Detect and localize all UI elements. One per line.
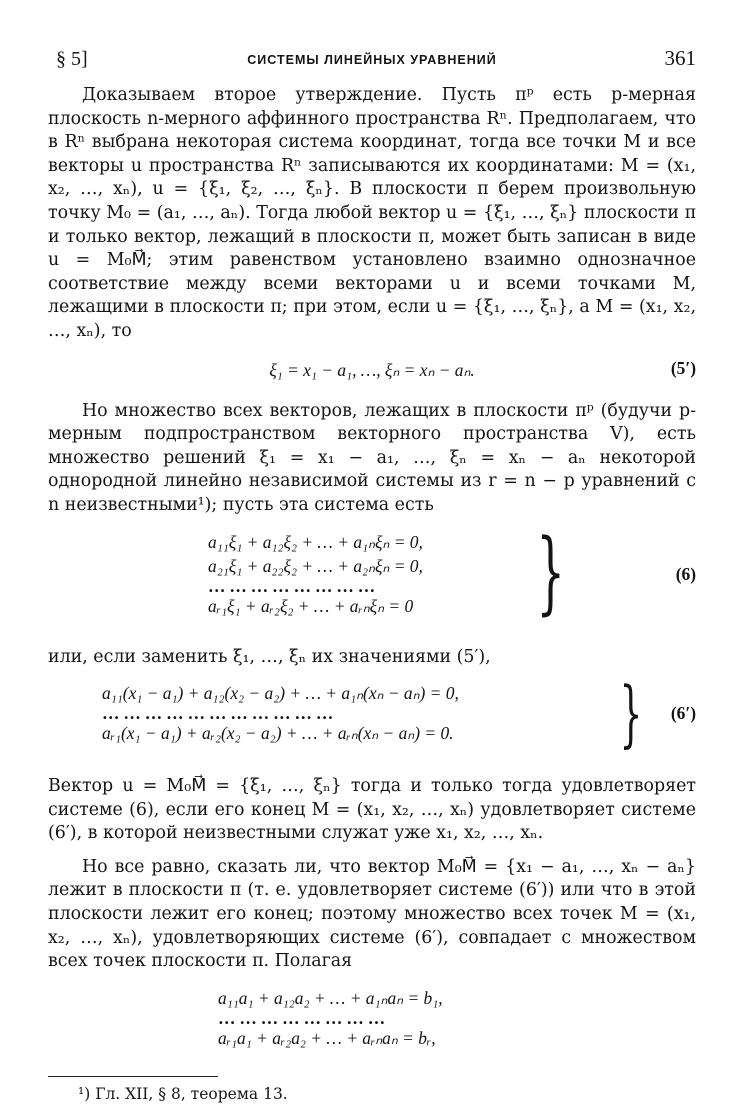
equation-b-row-r: aᵣ₁a₁ + aᵣ₂a₂ + … + aᵣₙaₙ = bᵣ, [218, 1027, 436, 1048]
equation-b-row-1: a₁₁a₁ + a₁₂a₂ + … + a₁ₙaₙ = b₁, [218, 987, 443, 1008]
equation-5prime [48, 352, 696, 390]
equation-6prime [48, 671, 696, 761]
equation-6prime-label: (6′) [670, 703, 696, 724]
equation-6 [48, 519, 696, 634]
paragraph-3: или, если заменить ξ₁, …, ξₙ их значениями (5′), [48, 646, 491, 667]
equation-5prime-label: (5′) [670, 357, 696, 378]
footnote: ¹) Гл. XII, § 8, теорема 13. [78, 1084, 288, 1103]
equation-6prime-row-1: a₁₁(x₁ − a₁) + a₁₂(x₂ − a₂) + … + a₁ₙ(xₙ − aₙ) = 0, [102, 683, 459, 704]
paragraph-5: Но все равно, сказать ли, что вектор M₀M⃗ = {x₁ − a₁, …, xₙ − aₙ} лежит в плоскости π (т. е. удовлетворяет системе (6′)) или что в этой плоскости лежит его конец; поэтому множество всех точек M = (x₁, x₂, …, xₙ), удовлетворяющих системе (6′), совпадает с множеством всех точек плоскости π. Полагая [48, 856, 696, 972]
equation-b [48, 984, 696, 1066]
paragraph-2: Но множество всех векторов, лежащих в плоскости πᵖ (будучи p-мерным подпространством векторного пространства V), есть множество решений ξ₁ = x₁ − a₁, …, ξₙ = xₙ − aₙ некоторой однородной линейно независимой системы из r = n − p уравнений с n неизвестными¹); пусть эта система есть [48, 400, 696, 515]
equation-6prime-row-r: aᵣ₁(x₁ − a₁) + aᵣ₂(x₂ − a₂) + … + aᵣₙ(xₙ − aₙ) = 0. [102, 723, 454, 744]
paragraph-4: Вектор u = M₀M⃗ = {ξ₁, …, ξₙ} тогда и только тогда удовлетворяет системе (6), если его конец M = (x₁, x₂, …, xₙ) удовлетворяет системе (6′), в которой неизвестными служат уже x₁, x₂, …, xₙ. [48, 776, 696, 844]
right-brace-icon: } [536, 519, 565, 625]
header-title: СИСТЕМЫ ЛИНЕЙНЫХ УРАВНЕНИЙ [247, 53, 497, 67]
right-brace-icon: } [619, 671, 643, 756]
equation-6-dots: …………………… [208, 575, 380, 596]
equation-6-label: (6) [675, 563, 696, 584]
header-section: § 5] [56, 48, 88, 70]
footnote-rule [48, 1076, 218, 1077]
equation-6-row-r: aᵣ₁ξ₁ + aᵣ₂ξ₂ + … + aᵣₙξₙ = 0 [208, 595, 414, 616]
page-number: 361 [664, 46, 696, 70]
book-page [48, 38, 696, 1105]
equation-6prime-dots: …………………………… [102, 703, 338, 724]
equation-6-row-1: a₁₁ξ₁ + a₁₂ξ₂ + … + a₁ₙξₙ = 0, [208, 531, 423, 552]
equation-b-dots: …………………… [218, 1007, 390, 1028]
running-header [48, 38, 696, 78]
paragraph-1: Доказываем второе утверждение. Пусть πᵖ есть p-мерная плоскость n-мерного аффинного пространства Rⁿ. Предполагаем, что в Rⁿ выбрана некоторая система координат, тогда все точки M и все векторы u пространства Rⁿ записываются их координатами: M = (x₁, x₂, …, xₙ), u = {ξ₁, ξ₂, …, ξₙ}. В плоскости π берем произвольную точку M₀ = (a₁, …, aₙ). Тогда любой вектор u = {ξ₁, …, ξₙ} плоскости π и только вектор, лежащий в плоскости π, может быть записан в виде u = M₀M⃗; этим равенством установлено взаимно однозначное соответствие между всеми векторами u и всеми точками M, лежащими в плоскости π; при этом, если u = {ξ₁, …, ξₙ}, а M = (x₁, x₂, …, xₙ), то [48, 85, 696, 341]
equation-5prime-line: ξ₁ = x₁ − a₁, …, ξₙ = xₙ − aₙ. [269, 359, 475, 380]
equation-6-row-2: a₂₁ξ₁ + a₂₂ξ₂ + … + a₂ₙξₙ = 0, [208, 555, 423, 576]
